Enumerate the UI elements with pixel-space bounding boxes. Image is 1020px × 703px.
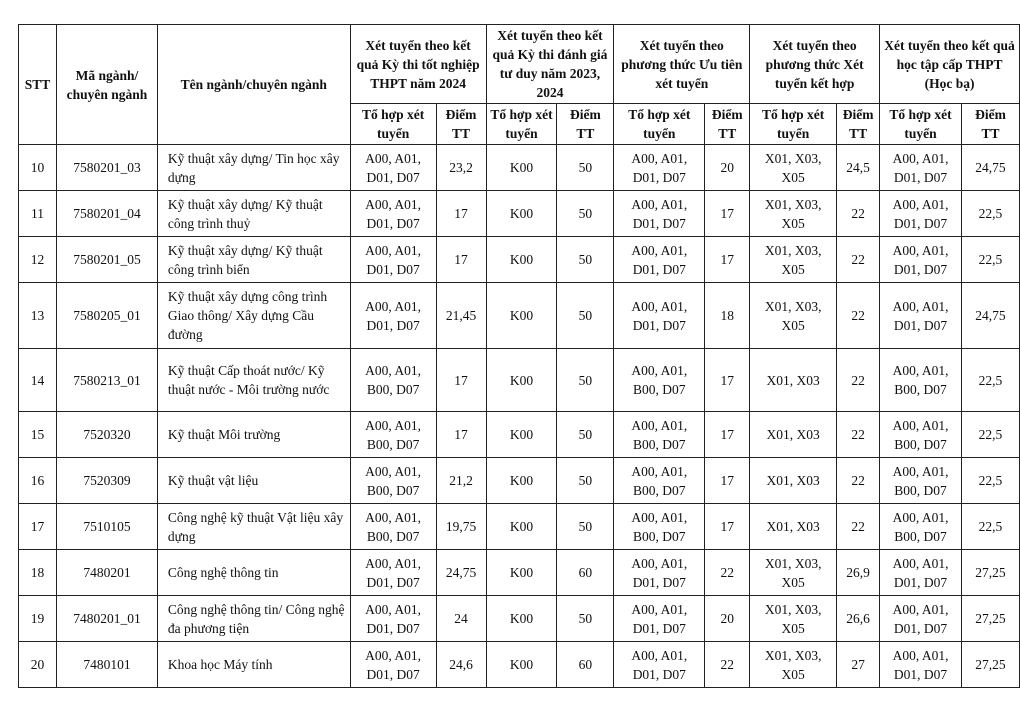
cell-diem-uu-tien: 17 [705,412,750,458]
cell-to-hop-ket-hop: X01, X03, X05 [750,596,837,642]
cell-to-hop-tu-duy: K00 [486,642,557,688]
cell-to-hop-tu-duy: K00 [486,349,557,412]
cell-diem-ket-hop: 26,6 [837,596,880,642]
cell-to-hop-uu-tien: A00, A01, D01, D07 [614,283,705,349]
table-row [19,504,1020,550]
table-row [19,283,1020,349]
cell-ma-nganh: 7580201_03 [56,145,157,191]
cell-diem-tu-duy: 60 [557,642,614,688]
table-row [19,191,1020,237]
cell-to-hop-thpt: A00, A01, B00, D07 [350,504,436,550]
cell-diem-thpt: 17 [436,412,486,458]
cell-ma-nganh: 7580205_01 [56,283,157,349]
cell-to-hop-uu-tien: A00, A01, B00, D07 [614,458,705,504]
header-ten-nganh: Tên ngành/chuyên ngành [157,25,350,145]
cell-ten-nganh: Công nghệ thông tin/ Công nghệ đa phương tiện [157,596,350,642]
cell-ten-nganh: Kỹ thuật xây dựng công trình Giao thông/ Xây dựng Cầu đường [157,283,350,349]
cell-ten-nganh: Kỹ thuật Cấp thoát nước/ Kỹ thuật nước - Môi trường nước [157,349,350,412]
cell-diem-thpt: 21,2 [436,458,486,504]
cell-to-hop-hoc-ba: A00, A01, D01, D07 [880,596,962,642]
cell-ma-nganh: 7510105 [56,504,157,550]
cell-ma-nganh: 7520309 [56,458,157,504]
cell-diem-tu-duy: 50 [557,504,614,550]
cell-to-hop-tu-duy: K00 [486,458,557,504]
cell-diem-uu-tien: 20 [705,596,750,642]
cell-diem-uu-tien: 22 [705,550,750,596]
cell-diem-tu-duy: 50 [557,349,614,412]
header-method-ket-hop: Xét tuyển theo phương thức Xét tuyển kết hợp [750,25,880,104]
cell-diem-ket-hop: 22 [837,191,880,237]
subheader-diem: Điểm TT [557,104,614,145]
cell-to-hop-thpt: A00, A01, D01, D07 [350,642,436,688]
cell-to-hop-thpt: A00, A01, D01, D07 [350,596,436,642]
cell-to-hop-hoc-ba: A00, A01, B00, D07 [880,504,962,550]
cell-to-hop-tu-duy: K00 [486,596,557,642]
cell-to-hop-uu-tien: A00, A01, B00, D07 [614,349,705,412]
cell-diem-tu-duy: 50 [557,458,614,504]
cell-diem-hoc-ba: 24,75 [961,145,1019,191]
cell-to-hop-tu-duy: K00 [486,283,557,349]
cell-diem-hoc-ba: 27,25 [961,642,1019,688]
cell-to-hop-uu-tien: A00, A01, D01, D07 [614,191,705,237]
cell-diem-thpt: 24,6 [436,642,486,688]
cell-to-hop-tu-duy: K00 [486,550,557,596]
cell-diem-tu-duy: 50 [557,283,614,349]
cell-ten-nganh: Công nghệ thông tin [157,550,350,596]
cell-ten-nganh: Kỹ thuật vật liệu [157,458,350,504]
cell-to-hop-hoc-ba: A00, A01, D01, D07 [880,145,962,191]
cell-to-hop-uu-tien: A00, A01, D01, D07 [614,642,705,688]
admission-scores-table [18,24,1020,688]
cell-diem-ket-hop: 22 [837,412,880,458]
cell-diem-tu-duy: 50 [557,191,614,237]
subheader-diem: Điểm TT [961,104,1019,145]
cell-stt: 11 [19,191,57,237]
header-ma-nganh: Mã ngành/ chuyên ngành [56,25,157,145]
cell-ma-nganh: 7520320 [56,412,157,458]
cell-diem-thpt: 17 [436,237,486,283]
cell-to-hop-thpt: A00, A01, D01, D07 [350,237,436,283]
cell-to-hop-ket-hop: X01, X03 [750,504,837,550]
cell-to-hop-thpt: A00, A01, B00, D07 [350,458,436,504]
subheader-diem: Điểm TT [436,104,486,145]
cell-diem-thpt: 23,2 [436,145,486,191]
cell-to-hop-hoc-ba: A00, A01, B00, D07 [880,458,962,504]
cell-ma-nganh: 7480201 [56,550,157,596]
cell-diem-ket-hop: 22 [837,237,880,283]
subheader-to-hop: Tổ hợp xét tuyển [486,104,557,145]
cell-diem-ket-hop: 22 [837,349,880,412]
cell-ten-nganh: Công nghệ kỹ thuật Vật liệu xây dựng [157,504,350,550]
cell-ten-nganh: Kỹ thuật xây dựng/ Kỹ thuật công trình biển [157,237,350,283]
cell-to-hop-tu-duy: K00 [486,145,557,191]
cell-to-hop-ket-hop: X01, X03, X05 [750,237,837,283]
cell-to-hop-hoc-ba: A00, A01, B00, D07 [880,412,962,458]
cell-stt: 10 [19,145,57,191]
cell-ma-nganh: 7580213_01 [56,349,157,412]
cell-to-hop-uu-tien: A00, A01, B00, D07 [614,504,705,550]
subheader-to-hop: Tổ hợp xét tuyển [350,104,436,145]
cell-diem-hoc-ba: 27,25 [961,596,1019,642]
cell-diem-ket-hop: 22 [837,458,880,504]
cell-to-hop-ket-hop: X01, X03, X05 [750,191,837,237]
cell-to-hop-ket-hop: X01, X03 [750,458,837,504]
cell-to-hop-ket-hop: X01, X03, X05 [750,283,837,349]
cell-stt: 13 [19,283,57,349]
cell-diem-ket-hop: 27 [837,642,880,688]
cell-diem-hoc-ba: 27,25 [961,550,1019,596]
cell-to-hop-thpt: A00, A01, B00, D07 [350,412,436,458]
cell-stt: 16 [19,458,57,504]
cell-to-hop-tu-duy: K00 [486,237,557,283]
cell-stt: 14 [19,349,57,412]
table-row [19,458,1020,504]
cell-diem-hoc-ba: 22,5 [961,504,1019,550]
subheader-to-hop: Tổ hợp xét tuyển [614,104,705,145]
cell-diem-uu-tien: 17 [705,504,750,550]
cell-diem-tu-duy: 50 [557,412,614,458]
cell-to-hop-uu-tien: A00, A01, B00, D07 [614,412,705,458]
cell-diem-hoc-ba: 22,5 [961,237,1019,283]
cell-diem-hoc-ba: 22,5 [961,349,1019,412]
cell-diem-uu-tien: 17 [705,349,750,412]
cell-to-hop-hoc-ba: A00, A01, B00, D07 [880,349,962,412]
cell-to-hop-thpt: A00, A01, B00, D07 [350,349,436,412]
cell-to-hop-thpt: A00, A01, D01, D07 [350,191,436,237]
table-row [19,642,1020,688]
cell-to-hop-hoc-ba: A00, A01, D01, D07 [880,550,962,596]
header-method-hoc-ba: Xét tuyển theo kết quả học tập cấp THPT (Học bạ) [880,25,1020,104]
cell-to-hop-ket-hop: X01, X03, X05 [750,550,837,596]
cell-to-hop-uu-tien: A00, A01, D01, D07 [614,596,705,642]
cell-ten-nganh: Kỹ thuật xây dựng/ Kỹ thuật công trình thuỷ [157,191,350,237]
header-method-tu-duy: Xét tuyển theo kết quả Kỳ thi đánh giá tư duy năm 2023, 2024 [486,25,614,104]
cell-to-hop-tu-duy: K00 [486,412,557,458]
cell-ma-nganh: 7480201_01 [56,596,157,642]
cell-stt: 12 [19,237,57,283]
cell-diem-thpt: 19,75 [436,504,486,550]
cell-diem-ket-hop: 24,5 [837,145,880,191]
cell-to-hop-thpt: A00, A01, D01, D07 [350,550,436,596]
cell-diem-hoc-ba: 22,5 [961,458,1019,504]
cell-stt: 20 [19,642,57,688]
cell-diem-uu-tien: 20 [705,145,750,191]
cell-diem-uu-tien: 22 [705,642,750,688]
subheader-to-hop: Tổ hợp xét tuyển [880,104,962,145]
cell-diem-uu-tien: 17 [705,458,750,504]
cell-to-hop-tu-duy: K00 [486,191,557,237]
cell-to-hop-hoc-ba: A00, A01, D01, D07 [880,283,962,349]
table-row [19,349,1020,412]
cell-stt: 18 [19,550,57,596]
cell-ma-nganh: 7580201_04 [56,191,157,237]
cell-diem-tu-duy: 50 [557,596,614,642]
cell-ten-nganh: Khoa học Máy tính [157,642,350,688]
subheader-diem: Điểm TT [837,104,880,145]
admission-table-container [18,24,1020,688]
cell-diem-thpt: 24,75 [436,550,486,596]
cell-ten-nganh: Kỹ thuật xây dựng/ Tin học xây dựng [157,145,350,191]
cell-diem-tu-duy: 60 [557,550,614,596]
cell-to-hop-ket-hop: X01, X03, X05 [750,642,837,688]
cell-diem-uu-tien: 17 [705,237,750,283]
table-row [19,412,1020,458]
cell-ten-nganh: Kỹ thuật Môi trường [157,412,350,458]
cell-diem-hoc-ba: 22,5 [961,191,1019,237]
cell-to-hop-uu-tien: A00, A01, D01, D07 [614,550,705,596]
cell-to-hop-hoc-ba: A00, A01, D01, D07 [880,191,962,237]
cell-diem-ket-hop: 22 [837,504,880,550]
cell-stt: 15 [19,412,57,458]
subheader-to-hop: Tổ hợp xét tuyển [750,104,837,145]
table-body [19,145,1020,688]
cell-to-hop-ket-hop: X01, X03, X05 [750,145,837,191]
cell-stt: 19 [19,596,57,642]
cell-diem-thpt: 17 [436,349,486,412]
subheader-diem: Điểm TT [705,104,750,145]
cell-diem-uu-tien: 18 [705,283,750,349]
header-method-thpt: Xét tuyển theo kết quả Kỳ thi tốt nghiệp THPT năm 2024 [350,25,486,104]
cell-diem-thpt: 24 [436,596,486,642]
table-row [19,550,1020,596]
header-method-uu-tien: Xét tuyển theo phương thức Ưu tiên xét tuyển [614,25,750,104]
cell-to-hop-thpt: A00, A01, D01, D07 [350,283,436,349]
cell-stt: 17 [19,504,57,550]
cell-diem-uu-tien: 17 [705,191,750,237]
cell-to-hop-ket-hop: X01, X03 [750,349,837,412]
cell-to-hop-hoc-ba: A00, A01, D01, D07 [880,642,962,688]
cell-diem-thpt: 21,45 [436,283,486,349]
cell-to-hop-ket-hop: X01, X03 [750,412,837,458]
cell-diem-hoc-ba: 24,75 [961,283,1019,349]
cell-to-hop-tu-duy: K00 [486,504,557,550]
cell-to-hop-hoc-ba: A00, A01, D01, D07 [880,237,962,283]
cell-ma-nganh: 7580201_05 [56,237,157,283]
cell-ma-nganh: 7480101 [56,642,157,688]
cell-diem-tu-duy: 50 [557,145,614,191]
header-stt: STT [19,25,57,145]
cell-diem-thpt: 17 [436,191,486,237]
table-row [19,596,1020,642]
cell-to-hop-uu-tien: A00, A01, D01, D07 [614,237,705,283]
cell-diem-ket-hop: 22 [837,283,880,349]
cell-diem-tu-duy: 50 [557,237,614,283]
cell-to-hop-thpt: A00, A01, D01, D07 [350,145,436,191]
cell-diem-ket-hop: 26,9 [837,550,880,596]
cell-diem-hoc-ba: 22,5 [961,412,1019,458]
table-row [19,237,1020,283]
table-row [19,145,1020,191]
cell-to-hop-uu-tien: A00, A01, D01, D07 [614,145,705,191]
